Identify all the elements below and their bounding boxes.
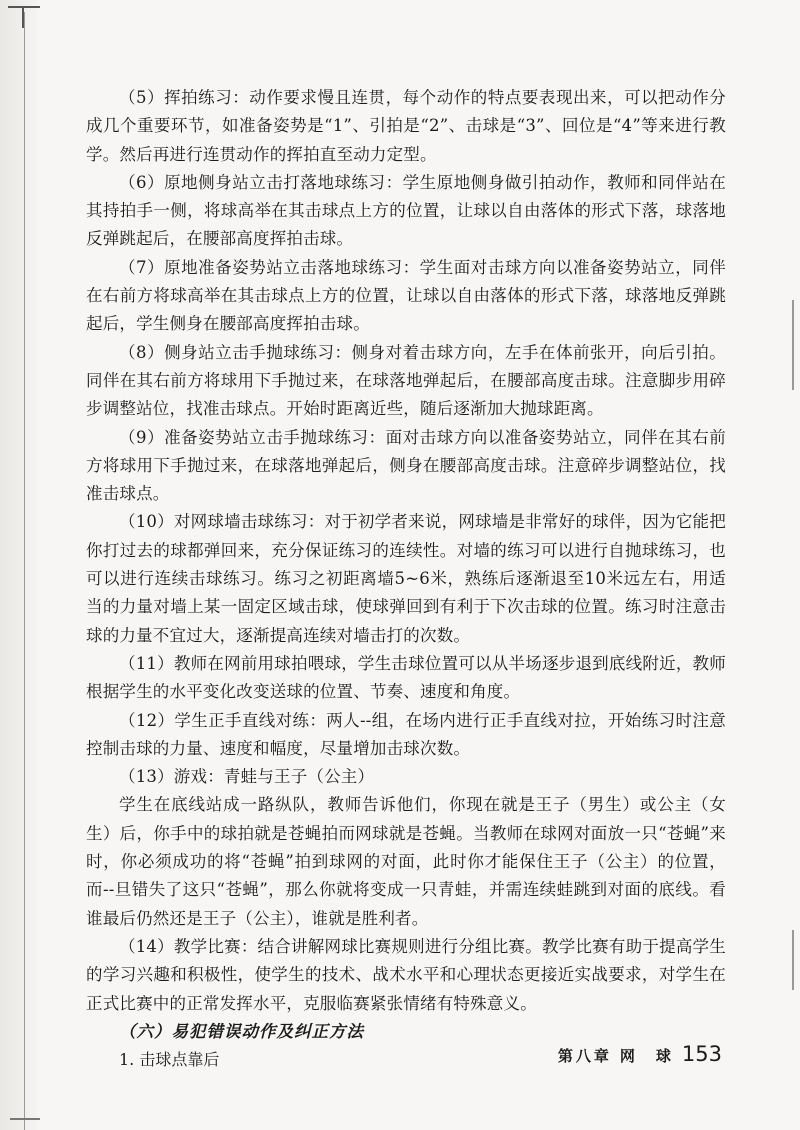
paragraph-14: （14）教学比赛：结合讲解网球比赛规则进行分组比赛。教学比赛有助于提高学生的学习兴趣和积极性，使学生的技术、战术水平和心理状态更接近实战要求，对学生在正式比赛中的正常发挥水平，克服临赛紧张情绪有特殊意义。 bbox=[86, 936, 726, 1013]
paragraph-12: （12）学生正手直线对练：两人--组，在场内进行正手直线对拉，开始练习时注意控制击球的力量、速度和幅度，尽量增加击球次数。 bbox=[86, 710, 726, 758]
paragraph-7: （7）原地准备姿势站立击落地球练习：学生面对击球方向以准备姿势站立，同伴在右前方将球高举在其击球点上方的位置，让球以自由落体的形式下落，球落地反弹跳起后，学生侧身在腰部高度挥拍击球。 bbox=[86, 257, 726, 334]
paragraph-6: （6）原地侧身站立击打落地球练习：学生原地侧身做引拍动作，教师和同伴站在其持拍手一侧，将球高举在其击球点上方的位置，让球以自由落体的形式下落，球落地反弹跳起后，在腰部高度挥拍击球。 bbox=[86, 172, 726, 249]
section-heading: （六）易犯错误动作及纠正方法 bbox=[119, 1021, 364, 1041]
paragraph-11: （11）教师在网前用球拍喂球，学生击球位置可以从半场逐步退到底线附近，教师根据学生的水平变化改变送球的位置、节奏、速度和角度。 bbox=[86, 653, 726, 702]
paragraph-10: （10）对网球墙击球练习：对于初学者来说，网球墙是非常好的球伴，因为它能把你打过去的球都弹回来，充分保证练习的连续性。对墙的练习可以进行自抛球练习，也可以进行连续击球练习。练习之初距离墙5~6米，熟练后逐渐退至10米远左右，用适当的力量对墙上某一固定区域击球，使球弹回到有利于下次击球的位置。练习时注意击球的力量不宜过大，逐渐提高连续对墙击打的次数。 bbox=[86, 512, 726, 645]
paragraph-13-title: （13）游戏：青蛙与王子（公主） bbox=[119, 767, 375, 787]
paragraph-5: （5）挥拍练习：动作要求慢且连贯，每个动作的特点要表现出来，可以把动作分成几个重要环节，如准备姿势是“1”、引拍是“2”、击球是“3”、回位是“4”等来进行教学。然后再进行连贯动作的挥拍直至动力定型。 bbox=[86, 88, 726, 164]
sub-item-heading: 1. 击球点靠后 bbox=[119, 1050, 220, 1070]
right-edge-mark bbox=[792, 930, 794, 990]
page-number: 153 bbox=[681, 1042, 722, 1066]
bottom-crop-mark bbox=[10, 1118, 40, 1120]
scan-edge bbox=[0, 0, 38, 1130]
corner-crop-mark bbox=[8, 6, 40, 30]
paragraph-8: （8）侧身站立击手抛球练习：侧身对着击球方向，左手在体前张开，向后引拍。同伴在其右前方将球用下手抛过来，在球落地弹起后，在腰部高度击球。注意脚步用碎步调整站位，找准击球点。开始时距离近些，随后逐渐加大抛球距离。 bbox=[86, 342, 726, 419]
page-body bbox=[86, 84, 726, 1074]
page-footer bbox=[558, 1042, 722, 1066]
binding-line bbox=[24, 12, 25, 1130]
paragraph-9: （9）准备姿势站立击手抛球练习：面对击球方向以准备姿势站立，同伴在其右前方将球用下手抛过来，在球落地弹起后，侧身在腰部高度击球。注意碎步调整站位，找准击球点。 bbox=[86, 427, 726, 504]
right-edge-mark bbox=[792, 300, 794, 390]
footer-title: 网 球 bbox=[619, 1047, 674, 1065]
paragraph-13-body: 学生在底线站成一路纵队，教师告诉他们，你现在就是王子（男生）或公主（女生）后，你手中的球拍就是苍蝇拍而网球就是苍蝇。当教师在球网对面放一只“苍蝇”来时，你必须成功的将“苍蝇”拍到球网的对面，此时你才能保住王子（公主）的位置，而--旦错失了这只“苍蝇”，那么你就将变成一只青蛙，并需连续蛙跳到对面的底线。看谁最后仍然还是王子（公主），谁就是胜利者。 bbox=[86, 795, 726, 928]
footer-chapter: 第八章 bbox=[557, 1047, 612, 1065]
